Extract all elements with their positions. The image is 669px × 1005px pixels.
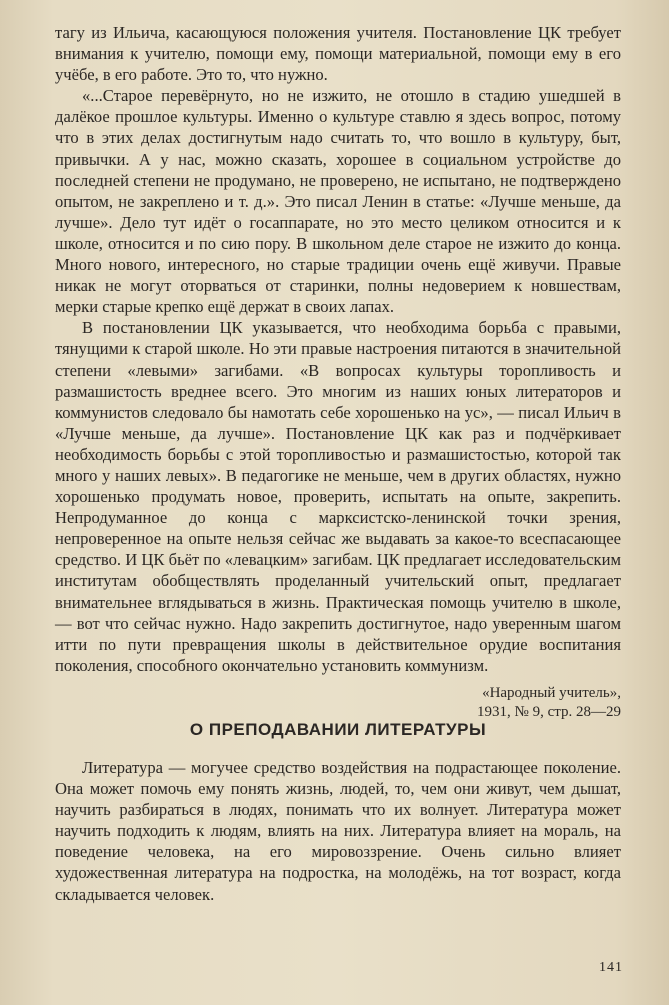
paragraph-1: тагу из Ильича, касающуюся положения учителя. Постановление ЦК требует внимания к учителю, помощи ему, помощи материальной, помощи ему в его учёбе, в его работе. Это то, что нужно. — [55, 23, 621, 85]
section-text — [55, 757, 621, 905]
paragraph-2: «...Старое перевёрнуто, но не изжито, не отошло в стадию ушедшей в далёкое прошлое культуры. Именно о культуре ставлю я здесь вопрос, потому что в этих делах достигнутым надо считать то, что вошло в культуру, быт, привычки. А у нас, можно сказать, хорошее в социальном устройстве до последней степени не продумано, не проверено, не испытано, не подтверждено опытом, не закреплено и т. д.». Это писал Ленин в статье: «Лучше меньше, да лучше». Дело тут идёт о госаппарате, но это место целиком относится и к школе, относится и по сию пору. В школьном деле старое не изжито до конца. Много нового, интересного, но старые традиции очень ещё живучи. Правые никак не могут оторваться от старинки, полны недоверием к новшествам, мерки старые крепко ещё держат в своих лапах. — [55, 86, 621, 317]
citation-issue: 1931, № 9, стр. 28—29 — [477, 703, 621, 720]
citation-source — [55, 684, 621, 722]
citation-journal: «Народный учитель», — [482, 684, 621, 701]
section-paragraph-1: Литература — могучее средство воздействия на подрастающее поколение. Она может помочь ему понять жизнь, людей, то, чем они живут, чем дышат, научить разбираться в людях, понимать что их волнует. Литература может научить подходить к людям, влиять на них. Литература влияет на мораль, на поведение человека, на его мировоззрение. Очень сильно влияет художественная литература на подростка, на молодёжь, на тот возраст, когда складывается человек. — [55, 758, 621, 904]
section-heading: О ПРЕПОДАВАНИИ ЛИТЕРАТУРЫ — [189, 720, 487, 739]
article-text — [55, 22, 621, 722]
paragraph-3: В постановлении ЦК указывается, что необходима борьба с правыми, тянущими к старой школе. Но эти правые настроения питаются в значительной степени «левыми» загибами. «В вопросах культуры торопливость и размашистость вреднее всего. Это многим из наших юных литераторов и коммунистов следовало бы намотать себе хорошенько на ус», — писал Ильич в «Лучше меньше, да лучше». Постановление ЦК как раз и подчёркивает необходимость борьбы с этой торопливостью и размашистостью, которой так много у наших левых». В педагогике не меньше, чем в других областях, нужно хорошенько продумать новое, проверить, испытать на опыте, закрепить. Непродуманное до конца с марксистско-ленинской точки зрения, непроверенное на опыте нельзя сейчас же выдавать за какое-то всеспасающее средство. И ЦК бьёт по «левацким» загибам. ЦК предлагает исследовательским институтам обобществлять проделанный учительский опыт, предлагает внимательнее вглядываться в жизнь. Практическая помощь учителю в школе, — вот что сейчас нужно. Надо закрепить достигнутое, надо уверенным шагом итти по пути превращения школы в действительное орудие воспитания поколения, способного окончательно установить коммунизм. — [55, 318, 621, 675]
page-number: 141 — [599, 960, 623, 975]
